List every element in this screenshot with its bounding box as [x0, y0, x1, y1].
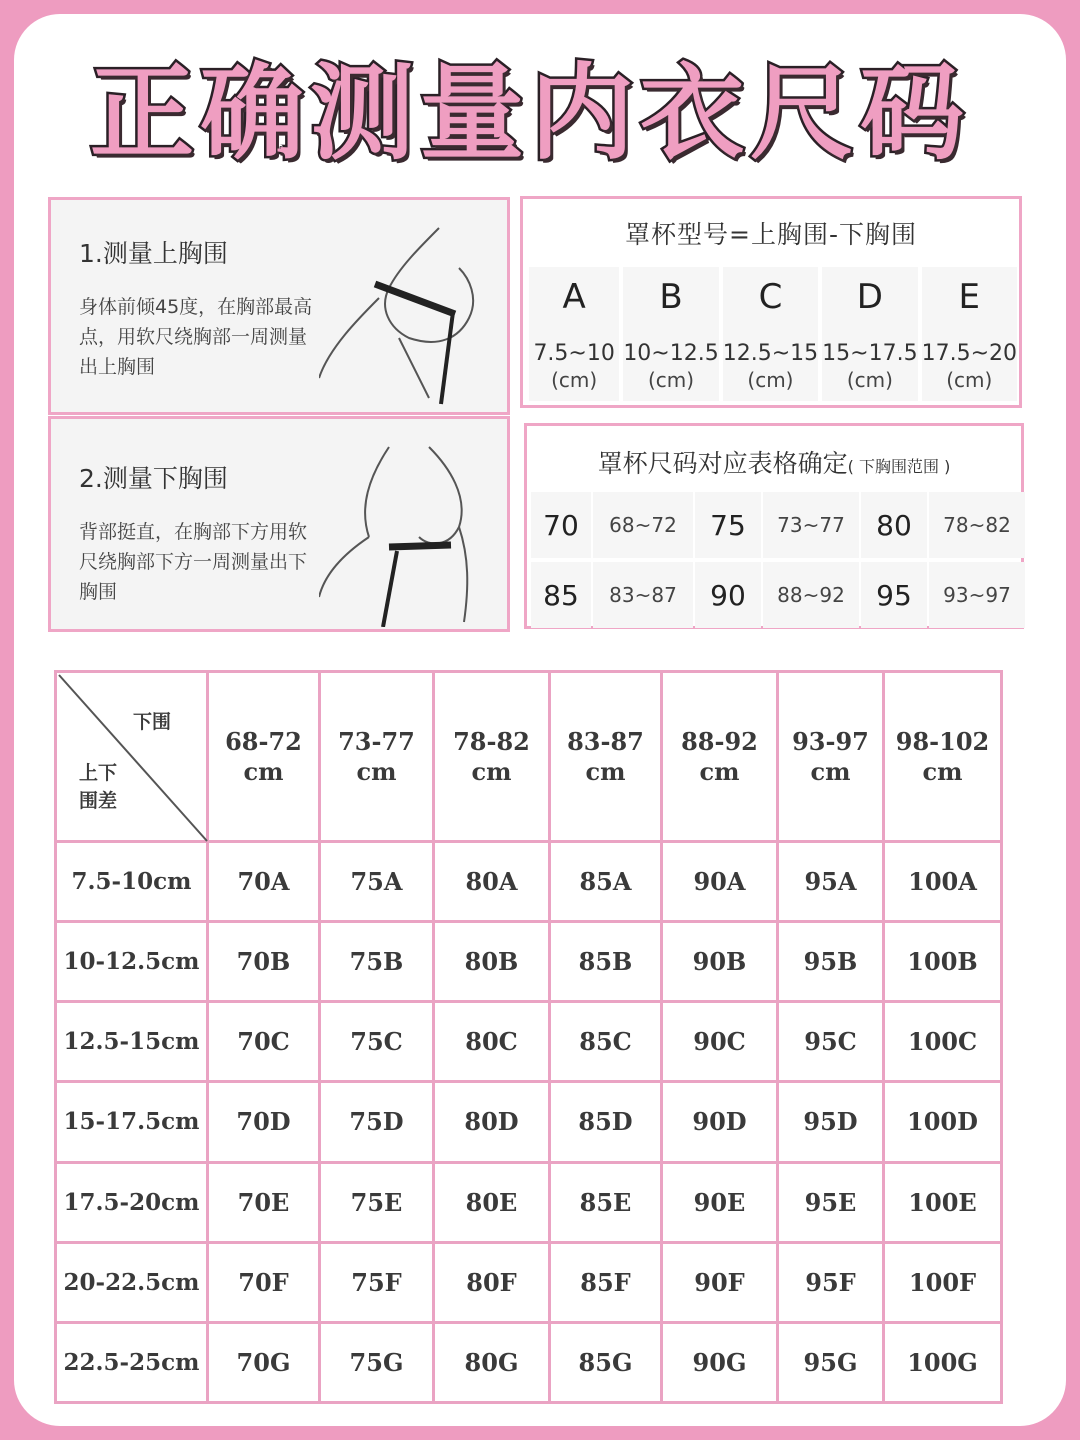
table-cell: 95G: [778, 1322, 884, 1402]
table-cell: 70G: [208, 1322, 320, 1402]
table-cell: 80A: [434, 842, 550, 922]
cup-letter: B: [659, 277, 683, 317]
row-header: 7.5-10cm: [56, 842, 208, 922]
band-range: 88~92: [763, 562, 859, 628]
table-cell: 90E: [662, 1162, 778, 1242]
row-header: 20-22.5cm: [56, 1242, 208, 1322]
cup-item: [723, 267, 818, 401]
table-cell: 80B: [434, 922, 550, 1002]
table-cell: 75B: [320, 922, 434, 1002]
column-header: 98-102 cm: [884, 672, 1002, 842]
corner-diagonal-line-icon: [57, 673, 209, 843]
column-header: 83-87 cm: [550, 672, 662, 842]
table-cell: 90D: [662, 1082, 778, 1162]
table-cell: 70B: [208, 922, 320, 1002]
table-cell: 100G: [884, 1322, 1002, 1402]
cup-item: [922, 267, 1017, 401]
row-header: 10-12.5cm: [56, 922, 208, 1002]
band-size: 70: [531, 492, 591, 558]
table-cell: 75C: [320, 1002, 434, 1082]
corner-bottom-label: 上下围差: [79, 762, 118, 812]
table-cell: 85A: [550, 842, 662, 922]
cup-range: 17.5~20: [921, 341, 1017, 366]
column-header: 68-72 cm: [208, 672, 320, 842]
band-range: 93~97: [929, 562, 1025, 628]
table-row: [56, 1002, 1002, 1082]
column-header: 73-77 cm: [320, 672, 434, 842]
table-cell: 100F: [884, 1242, 1002, 1322]
cup-range: 12.5~15: [722, 341, 819, 366]
table-cell: 100C: [884, 1002, 1002, 1082]
table-cell: 85F: [550, 1242, 662, 1322]
table-cell: 75F: [320, 1242, 434, 1322]
cup-item: [623, 267, 718, 401]
table-cell: 70E: [208, 1162, 320, 1242]
cup-range: 7.5~10: [533, 341, 615, 366]
table-cell: 70D: [208, 1082, 320, 1162]
row-header: 22.5-25cm: [56, 1322, 208, 1402]
band-title: [527, 444, 1021, 480]
table-cell: 95E: [778, 1162, 884, 1242]
band-size: 75: [695, 492, 761, 558]
table-corner: [56, 672, 208, 842]
page-title: 正确测量内衣尺码: [89, 52, 970, 174]
table-cell: 100D: [884, 1082, 1002, 1162]
upper-bust-illustration-icon: [319, 208, 499, 408]
table-row: [56, 1242, 1002, 1322]
cup-letter: D: [856, 277, 883, 317]
table-cell: 75A: [320, 842, 434, 922]
table-cell: 70A: [208, 842, 320, 922]
table-cell: 75E: [320, 1162, 434, 1242]
table-cell: 90F: [662, 1242, 778, 1322]
under-bust-illustration-icon: [319, 427, 499, 627]
cup-item: [529, 267, 619, 401]
table-cell: 100B: [884, 922, 1002, 1002]
table-cell: 85C: [550, 1002, 662, 1082]
table-cell: 90C: [662, 1002, 778, 1082]
cup-range: 10~12.5: [623, 341, 719, 366]
cup-formula: 罩杯型号=上胸围-下胸围: [625, 220, 917, 249]
cup-unit: (cm): [647, 368, 695, 392]
table-cell: 80C: [434, 1002, 550, 1082]
table-cell: 75G: [320, 1322, 434, 1402]
table-cell: 100E: [884, 1162, 1002, 1242]
table-cell: 80E: [434, 1162, 550, 1242]
table-cell: 95F: [778, 1242, 884, 1322]
cup-unit: (cm): [946, 368, 993, 392]
band-size-panel: [524, 423, 1024, 629]
size-table: [54, 670, 1003, 1404]
row-header: 12.5-15cm: [56, 1002, 208, 1082]
cup-range: 15~17.5: [822, 341, 918, 366]
band-range: 68~72: [593, 492, 693, 558]
table-cell: 85E: [550, 1162, 662, 1242]
table-cell: 95C: [778, 1002, 884, 1082]
band-size: 85: [531, 562, 591, 628]
band-title-text: 罩杯尺码对应表格确定: [597, 449, 848, 478]
measure-upper-desc: 身体前倾45度，在胸部最高点，用软尺绕胸部一周测量出上胸围: [79, 296, 313, 378]
corner-top-label: 下围: [133, 711, 172, 733]
band-range: 78~82: [929, 492, 1025, 558]
band-size: 90: [695, 562, 761, 628]
column-header: 88-92 cm: [662, 672, 778, 842]
band-size: 80: [861, 492, 927, 558]
band-range: 73~77: [763, 492, 859, 558]
table-row: [56, 842, 1002, 922]
measure-upper-panel: [48, 197, 510, 415]
table-header-row: [56, 672, 1002, 842]
table-cell: 80F: [434, 1242, 550, 1322]
band-range: 83~87: [593, 562, 693, 628]
measure-upper-title: 1.测量上胸围: [79, 239, 228, 268]
table-cell: 100A: [884, 842, 1002, 922]
column-header: 93-97 cm: [778, 672, 884, 842]
table-cell: 95B: [778, 922, 884, 1002]
table-row: [56, 1082, 1002, 1162]
measure-lower-title: 2.测量下胸围: [79, 464, 228, 493]
table-cell: 70C: [208, 1002, 320, 1082]
table-cell: 85B: [550, 922, 662, 1002]
band-grid: [531, 492, 1019, 624]
table-cell: 85G: [550, 1322, 662, 1402]
table-cell: 95A: [778, 842, 884, 922]
table-cell: 90A: [662, 842, 778, 922]
table-cell: 70F: [208, 1242, 320, 1322]
measure-lower-desc: 背部挺直，在胸部下方用软尺绕胸部下方一周测量出下胸围: [79, 521, 308, 603]
cup-unit: (cm): [551, 368, 598, 392]
table-cell: 95D: [778, 1082, 884, 1162]
column-header: 78-82 cm: [434, 672, 550, 842]
table-row: [56, 1322, 1002, 1402]
table-row: [56, 922, 1002, 1002]
cup-formula-panel: [520, 196, 1022, 408]
cup-grid: [529, 267, 1017, 401]
table-cell: 80G: [434, 1322, 550, 1402]
table-cell: 80D: [434, 1082, 550, 1162]
table-cell: 75D: [320, 1082, 434, 1162]
table-cell: 85D: [550, 1082, 662, 1162]
cup-item: [822, 267, 917, 401]
cup-unit: (cm): [747, 368, 794, 392]
row-header: 15-17.5cm: [56, 1082, 208, 1162]
band-title-note: ( 下胸围范围 ): [847, 457, 951, 476]
cup-letter: E: [958, 277, 981, 317]
band-size: 95: [861, 562, 927, 628]
row-header: 17.5-20cm: [56, 1162, 208, 1242]
cup-letter: A: [562, 277, 586, 317]
table-row: [56, 1162, 1002, 1242]
cup-letter: C: [758, 277, 783, 317]
table-cell: 90B: [662, 922, 778, 1002]
cup-unit: (cm): [846, 368, 893, 392]
measure-lower-panel: [48, 416, 510, 632]
table-cell: 90G: [662, 1322, 778, 1402]
